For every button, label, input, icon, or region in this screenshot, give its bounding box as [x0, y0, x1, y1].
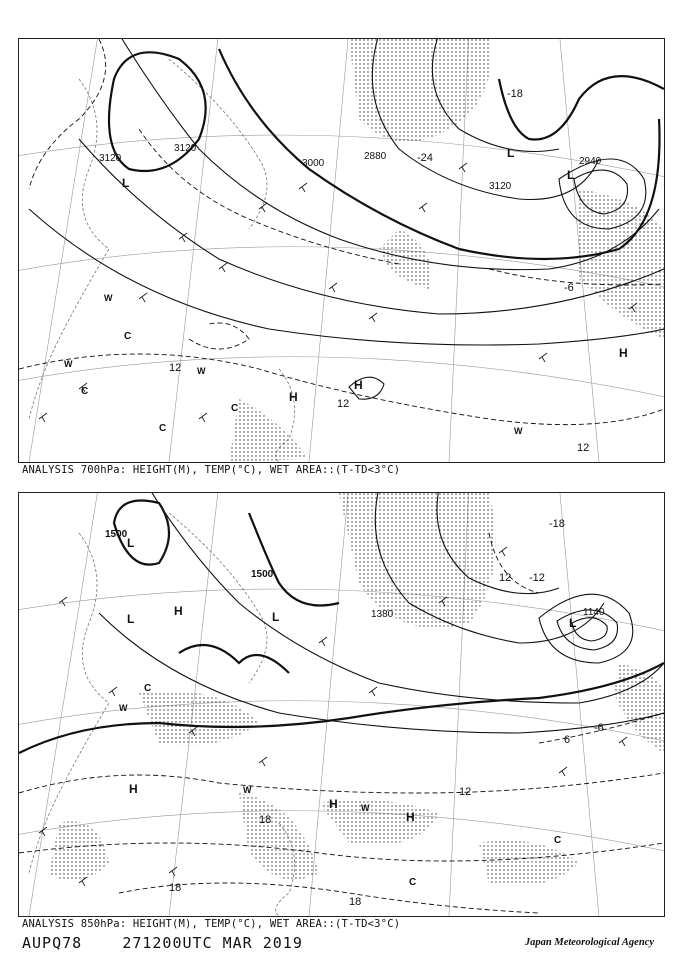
high-center-mark: H — [406, 810, 415, 824]
isotherm-label: -18 — [507, 88, 523, 100]
low-center-mark: L — [272, 610, 280, 624]
low-center-mark: L — [569, 616, 577, 630]
warm-mark: W — [104, 293, 113, 303]
warm-mark: W — [119, 703, 128, 713]
map-850hpa-svg — [19, 493, 664, 916]
warm-mark: W — [243, 785, 252, 795]
map-700hpa-svg — [19, 39, 664, 462]
high-center-mark: H — [174, 604, 183, 618]
contour-label: 1380 — [371, 609, 394, 620]
high-center-mark: H — [354, 378, 363, 392]
height-contours — [29, 39, 664, 399]
warm-mark: W — [514, 426, 523, 436]
chart-identifier — [22, 934, 303, 952]
high-center-mark: H — [619, 346, 628, 360]
wet-areas — [49, 493, 664, 886]
contour-label: 3120 — [174, 143, 197, 154]
contour-label: 3120 — [99, 153, 122, 164]
cold-mark: C — [124, 331, 132, 342]
isotherm-label: -12 — [529, 572, 545, 584]
wind-barbs — [39, 163, 637, 422]
high-center-mark: H — [289, 390, 298, 404]
warm-mark: W — [197, 366, 206, 376]
isotherm-label: -18 — [549, 518, 565, 530]
low-center-mark: L — [507, 146, 515, 160]
cold-mark: C — [554, 835, 562, 846]
contour-label: 1500 — [251, 569, 274, 580]
isotherm-label: 12 — [459, 786, 472, 798]
isotherms — [19, 39, 664, 425]
isotherm-label: -6 — [564, 282, 574, 294]
contour-labels — [99, 143, 602, 192]
isotherm-labels — [169, 88, 589, 454]
low-center-mark: L — [567, 168, 575, 182]
wind-barbs — [39, 547, 627, 886]
contour-label: 1500 — [105, 529, 128, 540]
map-panel-700hpa — [18, 38, 665, 463]
warm-mark: W — [361, 803, 370, 813]
isotherm-label: -24 — [417, 152, 433, 164]
system-marks — [64, 146, 628, 436]
graticule — [19, 493, 664, 916]
panel-caption-700hpa: ANALYSIS 700hPa: HEIGHT(M), TEMP(°C), WET AREA::(T-TD<3°C) — [22, 464, 401, 476]
valid-time: 271200UTC MAR 2019 — [122, 934, 303, 952]
contour-label: 3000 — [302, 158, 325, 169]
chart-id: AUPQ78 — [22, 934, 83, 952]
low-center-mark: L — [127, 536, 135, 550]
isotherm-label: 18 — [169, 882, 182, 894]
low-center-mark: L — [127, 612, 135, 626]
warm-mark: W — [64, 359, 73, 369]
panel-caption-850hpa: ANALYSIS 850hPa: HEIGHT(M), TEMP(°C), WET AREA::(T-TD<3°C) — [22, 918, 401, 930]
high-center-mark: H — [329, 797, 338, 811]
cold-mark: C — [231, 403, 239, 414]
isotherm-label: 18 — [259, 814, 272, 826]
cold-mark: C — [144, 683, 152, 694]
isotherm-label: 12 — [337, 398, 350, 410]
isotherm-label: 12 — [577, 442, 590, 454]
isotherm-label: 12 — [169, 362, 182, 374]
contour-label: 2940 — [579, 156, 602, 167]
isotherm-label: -6 — [594, 722, 604, 734]
isotherm-label: 12 — [499, 572, 512, 584]
cold-mark: C — [159, 423, 167, 434]
contour-label: 2880 — [364, 151, 387, 162]
cold-mark: C — [81, 386, 89, 397]
high-center-mark: H — [129, 782, 138, 796]
cold-mark: C — [409, 877, 417, 888]
agency-name: Japan Meteorological Agency — [524, 937, 654, 948]
coastline — [29, 59, 295, 462]
contour-label: 3120 — [489, 181, 512, 192]
map-panel-850hpa — [18, 492, 665, 917]
isotherm-label: 18 — [349, 896, 362, 908]
isotherm-label: 6 — [564, 734, 571, 746]
contour-label: 1140 — [583, 607, 605, 618]
low-center-mark: L — [122, 176, 130, 190]
